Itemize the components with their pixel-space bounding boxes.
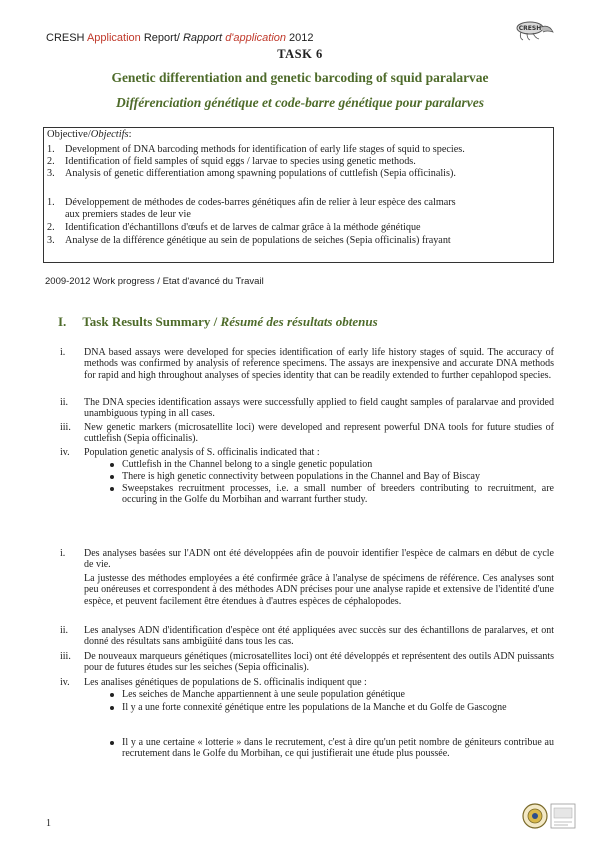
- bullet-en-3: Sweepstakes recruitment processes, i.e. a small number of breeders contributing to recruitment, are occuring in the Golfe du Morbihan and warrant further study.: [122, 483, 554, 506]
- bullet-dot: [110, 487, 114, 491]
- result-num: i.: [60, 548, 66, 559]
- svg-text:CRESH: CRESH: [518, 25, 542, 32]
- page-number: 1: [46, 818, 51, 829]
- result-fr-2: Les analyses ADN d'identification d'espèce ont été appliquées avec succès sur des échantillons de paralarves, et ont donné des résultats sans ambigüité dans tous les cas.: [84, 625, 554, 648]
- bullet-dot: [110, 475, 114, 479]
- result-fr-1-cont: La justesse des méthodes employées a été confirmée grâce à l'analyse de spécimens de référence. Ces analyses sont peu onéreuses et correspondent à des méthodes ADN précises pour une analyse rapide et extensive de l'identité d'une espèce, et peuvent facilement être étendues à d'autres espèces de céphalopodes.: [84, 573, 554, 607]
- result-num: ii.: [60, 625, 69, 636]
- task-title: TASK 6: [277, 47, 323, 61]
- result-fr-4: Les analises génétiques de populations de S. officinalis indiquent que :: [84, 677, 367, 688]
- bullet-dot: [110, 463, 114, 467]
- title-english: Genetic differentiation and genetic barcoding of squid paralarvae: [111, 70, 489, 85]
- cresh-logo-icon: [513, 18, 555, 42]
- header-application-word: Application: [86, 32, 141, 44]
- work-progress-heading: 2009-2012 Work progress / Etat d'avancé du Travail: [45, 276, 264, 287]
- bullet-dot: [110, 706, 114, 710]
- result-en-4: Population genetic analysis of S. officinalis indicated that :: [84, 447, 320, 458]
- result-fr-1: Des analyses basées sur l'ADN ont été développées afin de pouvoir identifier l'espèce de calmars en début de cycle de vie.: [84, 548, 554, 571]
- bullet-fr-3: Il y a une certaine « lotterie » dans le recrutement, c'est à dire qu'un petit nombre de géniteurs contribue au recrutement dans le Golfe du Morbihan, ce qui justifierait une étude plus poussée.: [122, 737, 554, 760]
- title-french: Différenciation génétique et code-barre génétique pour paralarves: [116, 95, 484, 110]
- bullet-fr-2: Il y a une forte connexité génétique entre les populations de la Manche et du Golfe de Gascogne: [122, 702, 507, 713]
- bullet-dot: [110, 693, 114, 697]
- bullet-fr-1: Les seiches de Manche appartiennent à une seule population génétique: [122, 689, 405, 700]
- report-header: CRESH Application Report/ Rapport d'application 2012: [46, 32, 314, 44]
- header-application-fr-word: d'application: [225, 32, 286, 44]
- result-fr-3: De nouveaux marqueurs génétiques (microsatellites loci) ont été développés et représentent des outils ADN puissants pour de futures études sur les seiches (Sepia officinalis).: [84, 651, 554, 674]
- result-num: iv.: [60, 677, 70, 688]
- result-en-3: New genetic markers (microsatellite loci) were developed and represent powerful DNA tools for future studies of cuttlefish (Sepia officinalis).: [84, 422, 554, 445]
- bullet-en-2: There is high genetic connectivity between populations in the Channel and Bay of Biscay: [122, 471, 480, 482]
- bullet-en-1: Cuttlefish in the Channel belong to a single genetic population: [122, 459, 373, 470]
- result-num: ii.: [60, 397, 69, 408]
- result-num: iii.: [60, 651, 71, 662]
- partner-logos-icon: [521, 799, 577, 835]
- result-num: i.: [60, 347, 66, 358]
- objectives-heading: Objective/Objectifs:: [47, 129, 132, 140]
- result-num: iii.: [60, 422, 71, 433]
- result-en-1: DNA based assays were developed for species identification of early life history stages of squid. The accuracy of methods was confirmed by analysis of reference specimens. The assays are inexpensive and accurate DNA methods for rapid and high throughout analyses of species identity that can be readily extended to further cepahlopod species.: [84, 347, 554, 381]
- bullet-dot: [110, 741, 114, 745]
- section-heading: I. Task Results Summary / Résumé des résultats obtenus: [58, 314, 378, 329]
- result-en-2: The DNA species identification assays were successfully applied to field caught samples of paralarvae and provided unambiguous typing in all cases.: [84, 397, 554, 420]
- result-num: iv.: [60, 447, 70, 458]
